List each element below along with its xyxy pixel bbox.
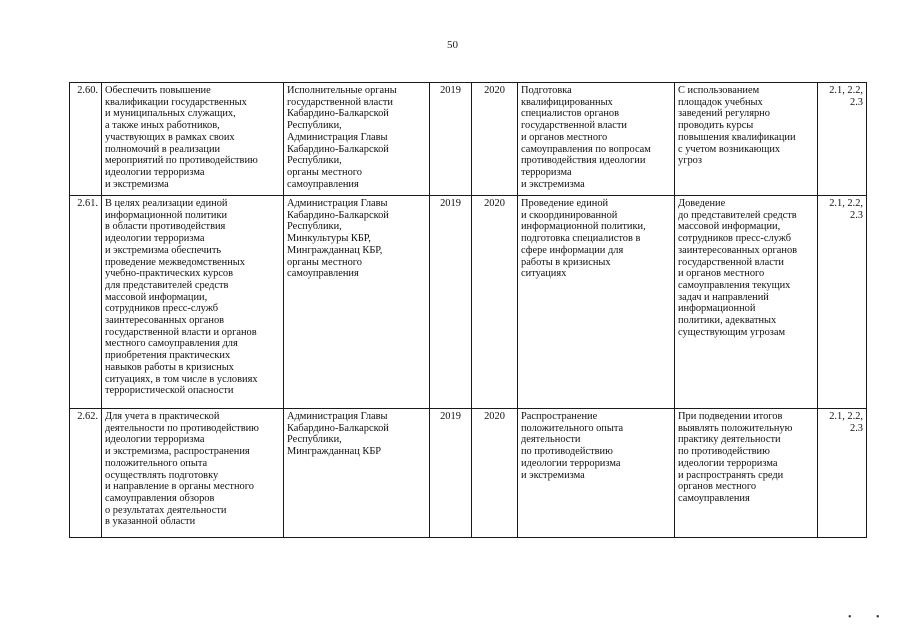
action-cell: Для учета в практической деятельности по противодействию идеологии терроризма и экстремизма, распространения положительного опыта осуществлять подготовку и направление в органы местного самоуправления обзоров о результатах деятельности в указанной области xyxy=(102,409,284,538)
action-cell: В целях реализации единой информационной политики в области противодействия идеологии терроризма и экстремизма обеспечить проведение межведомственных учебно-практических курсов для представителей средств массовой информации, сотрудников пресс-служб заинтересованных органов государственной власти и органов местного самоуправления для приобретения практических навыков работы в кризисных ситуациях, в том числе в условиях террористической опасности xyxy=(102,196,284,409)
end-year-cell: 2020 xyxy=(472,83,518,196)
table-row xyxy=(70,83,867,196)
executors-cell: Администрация Главы Кабардино-Балкарской Республики, Мингражданнац КБР xyxy=(284,409,430,538)
row-number: 2.62. xyxy=(70,409,102,538)
indicators-cell: 2.1, 2.2, 2.3 xyxy=(818,409,867,538)
scan-artifact-mark: • xyxy=(848,612,852,623)
action-cell: Обеспечить повышение квалификации государственных и муниципальных служащих, а также иных работников, участвующих в рамках своих полномочий в реализации мероприятий по противодействию идеологии терроризма и экстремизма xyxy=(102,83,284,196)
end-year-cell: 2020 xyxy=(472,409,518,538)
result-cell: Проведение единой и скоординированной информационной политики, подготовка специалистов в сфере информации для работы в кризисных ситуациях xyxy=(518,196,675,409)
executors-cell: Исполнительные органы государственной власти Кабардино-Балкарской Республики, Администрация Главы Кабардино-Балкарской Республики, органы местного самоуправления xyxy=(284,83,430,196)
row-number: 2.61. xyxy=(70,196,102,409)
measures-table xyxy=(69,82,867,538)
mechanism-cell: Доведение до представителей средств массовой информации, сотрудников пресс-служб заинтересованных органов государственной власти и органов местного самоуправления текущих задач и направлений информационной политики, адекватных существующим угрозам xyxy=(675,196,818,409)
end-year-cell: 2020 xyxy=(472,196,518,409)
table-row xyxy=(70,409,867,538)
indicators-cell: 2.1, 2.2, 2.3 xyxy=(818,83,867,196)
scan-artifact-mark: • xyxy=(876,612,880,623)
page-number: 50 xyxy=(447,39,458,51)
start-year-cell: 2019 xyxy=(430,196,472,409)
mechanism-cell: С использованием площадок учебных заведений регулярно проводить курсы повышения квалификации с учетом возникающих угроз xyxy=(675,83,818,196)
result-cell: Подготовка квалифицированных специалистов органов государственной власти и органов местного самоуправления по вопросам противодействия идеологии терроризма и экстремизма xyxy=(518,83,675,196)
table-row xyxy=(70,196,867,409)
executors-cell: Администрация Главы Кабардино-Балкарской Республики, Минкультуры КБР, Мингражданнац КБР, органы местного самоуправления xyxy=(284,196,430,409)
mechanism-cell: При подведении итогов выявлять положительную практику деятельности по противодействию идеологии терроризма и распространять среди органов местного самоуправления xyxy=(675,409,818,538)
start-year-cell: 2019 xyxy=(430,83,472,196)
result-cell: Распространение положительного опыта деятельности по противодействию идеологии терроризма и экстремизма xyxy=(518,409,675,538)
indicators-cell: 2.1, 2.2, 2.3 xyxy=(818,196,867,409)
row-number: 2.60. xyxy=(70,83,102,196)
start-year-cell: 2019 xyxy=(430,409,472,538)
